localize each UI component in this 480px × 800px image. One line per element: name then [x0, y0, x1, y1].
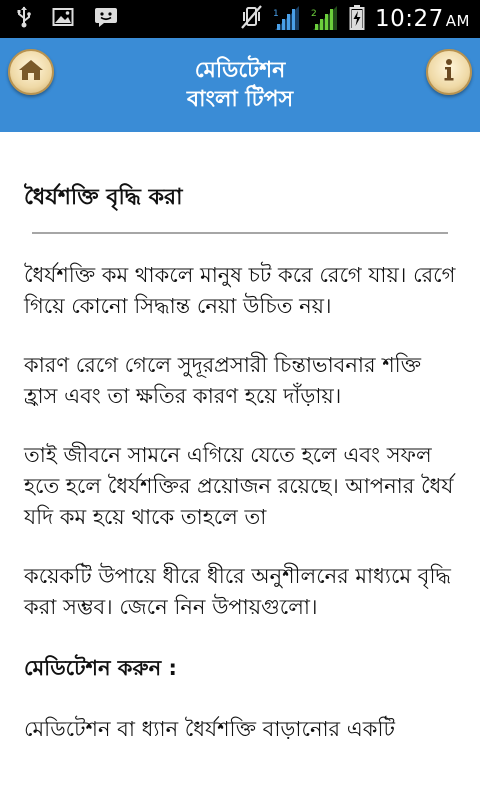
info-icon [438, 58, 460, 86]
app-title-line2: বাংলা টিপস [186, 87, 294, 112]
title-divider [32, 232, 448, 234]
article-paragraph: মেডিটেশন বা ধ্যান ধৈর্যশক্তি বাড়ানোর একটি [24, 717, 395, 741]
app-title [0, 56, 480, 114]
article-paragraph: কয়েকটি উপায়ে ধীরে ধীরে অনুশীলনের মাধ্যমে বৃদ্ধি করা সম্ভব। জেনে নিন উপায়গুলো। [24, 564, 451, 619]
vibrate-mute-icon [239, 4, 263, 34]
battery-charging-icon [349, 4, 365, 34]
article-content [0, 132, 480, 800]
signal-sim1-icon [273, 4, 301, 34]
article-paragraph: কারণ রেগে গেলে সুদূরপ্রসারী চিন্তাভাবনার শক্তি হ্রাস এবং তা ক্ষতির কারণ হয়ে দাঁড়ায়। [24, 353, 422, 408]
image-icon [52, 7, 74, 31]
section-subheading: মেডিটেশন করুন : [24, 656, 177, 680]
signal-sim2-icon [311, 4, 339, 34]
article-paragraph: তাই জীবনে সামনে এগিয়ে যেতে হলে এবং সফল হতে হলে ধৈর্যশক্তির প্রয়োজন রয়েছে। আপনার ধৈর্য যদি কম হয়ে থাকে তাহলে তা [24, 443, 454, 529]
app-header [0, 38, 480, 132]
article-paragraph: ধৈর্যশক্তি কম থাকলে মানুষ চট করে রেগে যায়। রেগে গিয়ে কোনো সিদ্ধান্ত নেয়া উচিত নয়। [24, 263, 456, 318]
status-bar [0, 0, 480, 38]
app-title-line1: মেডিটেশন [194, 58, 286, 83]
info-button[interactable] [426, 49, 472, 95]
status-ampm: AM [445, 12, 470, 30]
status-bar-left [16, 6, 118, 32]
status-time: 10:27 AM [375, 6, 470, 32]
bbm-icon [94, 6, 118, 32]
article-title: ধৈর্যশক্তি বৃদ্ধি করা [24, 185, 183, 210]
svg-text:2: 2 [311, 9, 317, 19]
usb-icon [16, 6, 32, 32]
svg-text:1: 1 [273, 9, 279, 19]
status-bar-right [239, 4, 470, 34]
